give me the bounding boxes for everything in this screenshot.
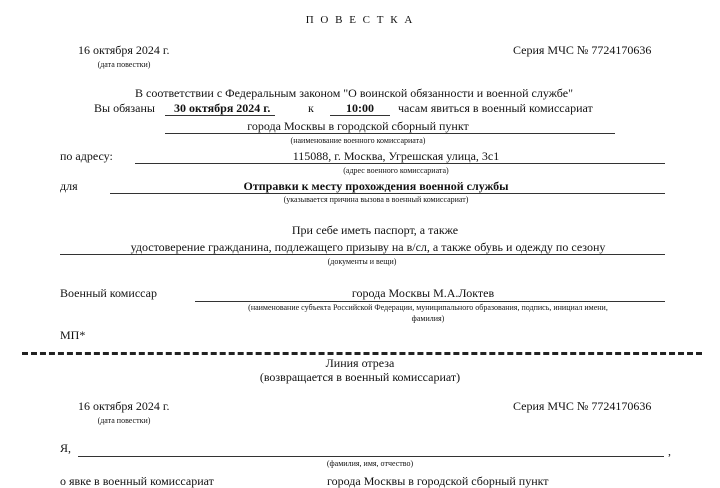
cut-line bbox=[22, 352, 702, 355]
notice-date: 16 октября 2024 г. bbox=[78, 43, 170, 57]
for-label: для bbox=[60, 179, 78, 193]
stub-name-caption: (фамилия, имя, отчество) bbox=[326, 459, 414, 468]
appear-date: 30 октября 2024 г. bbox=[174, 101, 271, 115]
cut-line-note: (возвращается в военный комиссариат) bbox=[259, 370, 461, 384]
commissariat-name: города Москвы в городской сборный пункт bbox=[247, 119, 469, 133]
notice-date-caption: (дата повестки) bbox=[97, 60, 151, 69]
document-title: П О В Е С Т К А bbox=[305, 14, 415, 26]
commissariat-line bbox=[165, 133, 615, 134]
address-label: по адресу: bbox=[60, 149, 113, 163]
reason-line bbox=[110, 193, 665, 194]
commissar-label: Военный комиссар bbox=[60, 286, 157, 300]
stub-name-line bbox=[78, 456, 664, 457]
address-caption: (адрес военного комиссариата) bbox=[343, 166, 449, 175]
reason-caption: (указывается причина вызова в военный комиссариат) bbox=[283, 195, 469, 204]
stub-date: 16 октября 2024 г. bbox=[78, 399, 170, 413]
stub-cut-line-right: города Москвы в городской сборный пункт bbox=[327, 474, 549, 488]
appear-date-line bbox=[165, 115, 275, 116]
commissariat-caption: (наименование военного комиссариата) bbox=[290, 136, 426, 145]
at-label: к bbox=[308, 101, 314, 115]
appear-time-line bbox=[330, 115, 390, 116]
stub-date-caption: (дата повестки) bbox=[97, 416, 151, 425]
address-line bbox=[135, 163, 665, 164]
stub-i-label: Я, bbox=[60, 441, 72, 455]
law-line: В соответствии с Федеральным законом "О воинской обязанности и военной службе" bbox=[135, 86, 573, 100]
commissar-caption-2: фамилия) bbox=[411, 314, 445, 323]
notice-series: Серия МЧС № 7724170636 bbox=[513, 43, 652, 57]
appear-time: 10:00 bbox=[346, 101, 374, 115]
stub-series: Серия МЧС № 7724170636 bbox=[513, 399, 652, 413]
call-reason: Отправки к месту прохождения военной службы bbox=[243, 179, 509, 193]
stub-comma: , bbox=[668, 444, 671, 458]
bring-line bbox=[60, 254, 665, 255]
hours-text: часам явиться в военный комиссариат bbox=[398, 101, 593, 115]
bring-line-1: При себе иметь паспорт, а также bbox=[291, 223, 459, 237]
obliged-label: Вы обязаны bbox=[94, 101, 155, 115]
cut-line-label: Линия отреза bbox=[325, 356, 395, 370]
address-value: 115088, г. Москва, Угрешская улица, 3с1 bbox=[292, 149, 500, 163]
commissar-name: города Москвы М.А.Локтев bbox=[351, 286, 495, 300]
stub-cut-line-left: о явке в военный комиссариат bbox=[60, 474, 214, 488]
bring-caption: (документы и вещи) bbox=[327, 257, 397, 266]
stamp-mark: МП* bbox=[60, 328, 86, 342]
bring-line-2: удостоверение гражданина, подлежащего призыву на в/сл, а также обувь и одежду по сезону bbox=[130, 240, 606, 254]
commissar-line bbox=[195, 301, 665, 302]
commissar-caption-1: (наименование субъекта Российской Федерации, муниципального образования, подпись, инициал имени, bbox=[248, 303, 608, 312]
